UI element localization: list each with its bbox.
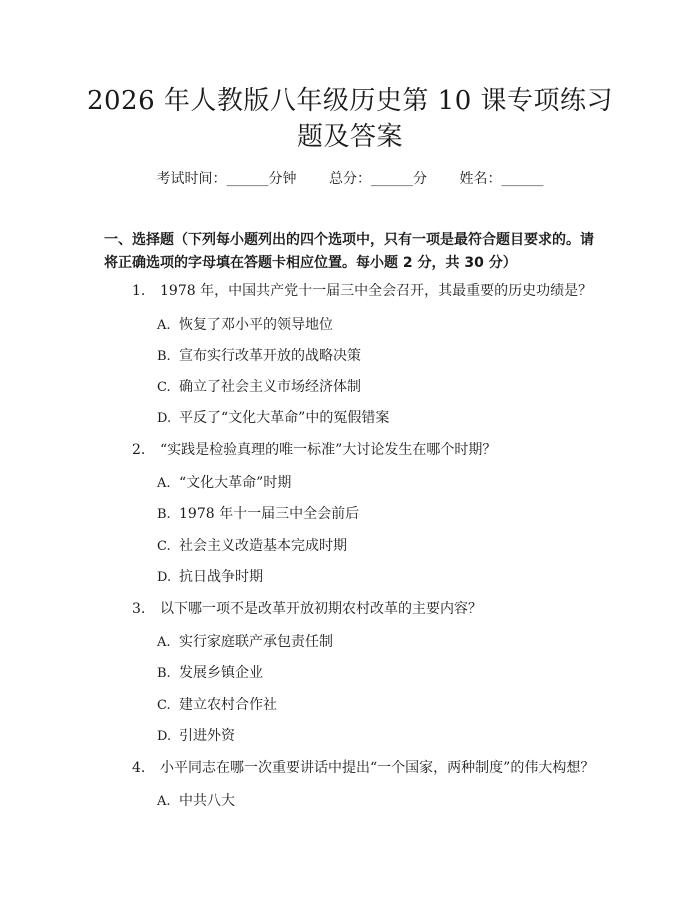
option-text: 恢复了邓小平的领导地位	[179, 317, 333, 333]
option-text: 确立了社会主义市场经济体制	[179, 379, 361, 395]
question-1-option-b	[157, 347, 361, 366]
option-text: 发展乡镇企业	[179, 665, 263, 681]
page-title-line-1: 2026 年人教版八年级历史第 10 课专项练习	[86, 86, 614, 116]
option-text: 1978 年十一届三中全会前后	[179, 506, 360, 522]
page-title-line-2: 题及答案	[296, 122, 403, 152]
question-3	[132, 600, 482, 618]
question-2-option-c	[157, 537, 347, 556]
question-4-option-a	[157, 792, 235, 811]
exam-meta	[0, 170, 700, 188]
question-text: 以下哪一项不是改革开放初期农村改革的主要内容？	[160, 601, 482, 617]
question-3-option-a	[157, 633, 333, 652]
question-text: 1978 年，中国共产党十一届三中全会召开，其最重要的历史功绩是？	[160, 283, 593, 299]
question-number: 1.	[132, 283, 146, 299]
option-text: 实行家庭联产承包责任制	[179, 634, 333, 650]
option-letter: B.	[157, 349, 171, 364]
question-number: 3.	[132, 601, 146, 617]
question-3-option-b	[157, 664, 263, 683]
option-letter: C.	[157, 539, 171, 554]
option-text: 中共八大	[179, 793, 235, 809]
option-letter: D.	[157, 570, 172, 585]
question-1-option-d	[157, 409, 389, 428]
exam-time-field: 考试时间：______分钟	[156, 171, 297, 187]
option-text: 引进外资	[179, 728, 235, 744]
question-2-option-b	[157, 505, 359, 524]
section-heading-line-2: 将正确选项的字母填在答题卡相应位置。每小题 2 分，共 30 分）	[104, 255, 517, 271]
option-letter: A.	[157, 635, 171, 650]
question-2	[132, 441, 496, 459]
question-number: 2.	[132, 442, 146, 458]
option-letter: D.	[157, 729, 172, 744]
option-letter: C.	[157, 380, 171, 395]
option-letter: A.	[157, 318, 171, 333]
question-text: “实践是检验真理的唯一标准”大讨论发生在哪个时期？	[160, 442, 497, 458]
option-text: 社会主义改造基本完成时期	[179, 538, 347, 554]
option-text: “文化大革命”时期	[179, 475, 292, 491]
question-3-option-d	[157, 727, 235, 746]
option-letter: B.	[157, 666, 171, 681]
option-letter: A.	[157, 794, 171, 809]
question-1-option-a	[157, 316, 333, 335]
total-score-field: 总分：______分	[329, 171, 427, 187]
question-2-option-d	[157, 568, 263, 587]
student-name-field: 姓名：______	[459, 171, 544, 187]
option-text: 宣布实行改革开放的战略决策	[179, 348, 361, 364]
option-text: 抗日战争时期	[179, 569, 263, 585]
option-letter: B.	[157, 507, 171, 522]
question-4	[132, 759, 594, 777]
question-3-option-c	[157, 696, 277, 715]
option-text: 平反了“文化大革命”中的冤假错案	[179, 410, 390, 426]
option-text: 建立农村合作社	[179, 697, 277, 713]
section-heading-line-1: 一、选择题（下列每小题列出的四个选项中，只有一项是最符合题目要求的。请	[104, 232, 594, 248]
option-letter: C.	[157, 698, 171, 713]
option-letter: D.	[157, 411, 172, 426]
question-1	[132, 282, 592, 300]
option-letter: A.	[157, 476, 171, 491]
question-2-option-a	[157, 474, 291, 493]
question-1-option-c	[157, 378, 361, 397]
question-text: 小平同志在哪一次重要讲话中提出“一个国家，两种制度”的伟大构想？	[160, 760, 595, 776]
question-number: 4.	[132, 760, 146, 776]
